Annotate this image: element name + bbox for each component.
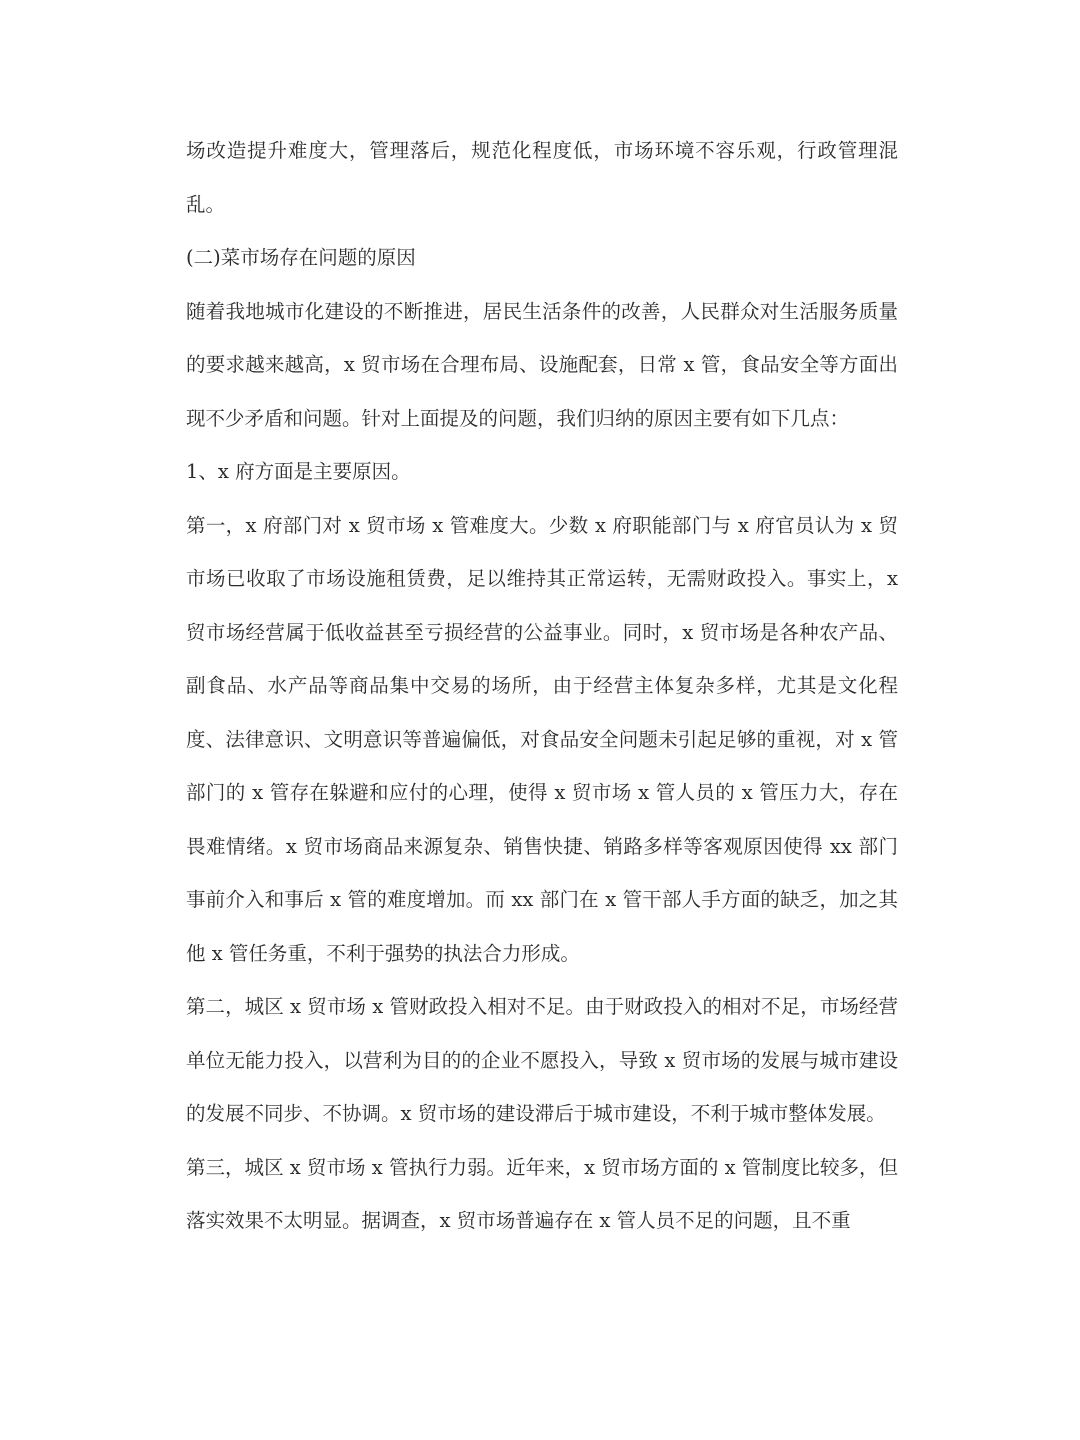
paragraph-third-point: 第三，城区 x 贸市场 x 管执行力弱。近年来，x 贸市场方面的 x 管制度比较多，但落实效果不太明显。据调查，x 贸市场普遍存在 x 管人员不足的问题，且不重 xyxy=(186,1155,898,1232)
paragraph-market-issues-end: 场改造提升难度大，管理落后，规范化程度低，市场环境不容乐观，行政管理混乱。 xyxy=(186,139,898,216)
paragraph-second-point: 第二，城区 x 贸市场 x 管财政投入相对不足。由于财政投入的相对不足，市场经营单位无能力投入，以营利为目的的企业不愿投入，导致 x 贸市场的发展与城市建设的发展不同步、不协调。x 贸市场的建设滞后于城市建设，不利于城市整体发展。 xyxy=(186,995,898,1125)
paragraph-intro-causes: 随着我地城市化建设的不断推进，居民生活条件的改善，人民群众对生活服务质量的要求越来越高，x 贸市场在合理布局、设施配套，日常 x 管，食品安全等方面出现不少矛盾和问题。针对上面提及的问题，我们归纳的原因主要有如下几点： xyxy=(186,299,898,430)
paragraph-government-main-cause: 1、x 府方面是主要原因。 xyxy=(186,460,411,483)
section-heading-causes: (二)菜市场存在问题的原因 xyxy=(186,246,416,269)
paragraph-first-point: 第一，x 府部门对 x 贸市场 x 管难度大。少数 x 府职能部门与 x 府官员认为 x 贸市场已收取了市场设施租赁费，足以维持其正常运转，无需财政投入。事实上，x 贸市场经营属于低收益甚至亏损经营的公益事业。同时，x 贸市场是各种农产品、副食品、水产品等商品集中交易的场所，由于经营主体复杂多样，尤其是文化程度、法律意识、文明意识等普遍偏低，对食品安全问题未引起足够的重视，对 x 管部门的 x 管存在躲避和应付的心理，使得 x 贸市场 x 管人员的 x 管压力大，存在畏难情绪。x 贸市场商品来源复杂、销售快捷、销路多样等客观原因使得 xx 部门事前介入和事后 x 管的难度增加。而 xx 部门在 x 管干部人手方面的缺乏，加之其他 x 管任务重，不利于强势的执法合力形成。 xyxy=(186,513,898,965)
document-body xyxy=(186,124,898,1248)
